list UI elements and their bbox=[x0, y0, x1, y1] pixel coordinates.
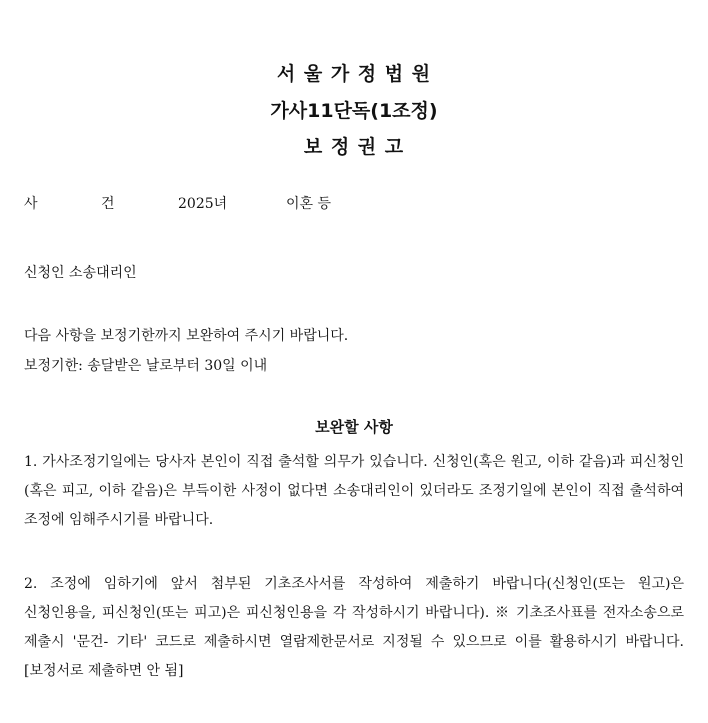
request-text: 다음 사항을 보정기한까지 보완하여 주시기 바랍니다. bbox=[24, 328, 349, 344]
case-name: 이혼 등 bbox=[286, 196, 332, 212]
addressee: 신청인 소송대리인 bbox=[24, 265, 137, 281]
deadline-text: 보정기한: 송달받은 날로부터 30일 이내 bbox=[24, 358, 268, 374]
document-type-title: 보 정 권 고 bbox=[303, 136, 405, 158]
case-label-part2: 건 bbox=[101, 196, 115, 212]
section-title: 보완할 사항 bbox=[315, 418, 393, 436]
case-number: 2025녀 bbox=[178, 196, 228, 212]
case-label-part1: 사 bbox=[24, 196, 38, 212]
division-name: 가사11단독(1조정) bbox=[270, 100, 438, 122]
court-name: 서 울 가 정 법 원 bbox=[276, 63, 432, 85]
item-2-paragraph: 2. 조정에 임하기에 앞서 첨부된 기초조사서를 작성하여 제출하기 바랍니다(신청인(또는 원고)은 신청인용을, 피신청인(또는 피고)은 피신청인용을 각 작성하시기 바랍니다). ※ 기초조사표를 전자소송으로 제출시 '문건- 기타' 코드로 제출하시면 열람제한문서로 지정될 수 있으므로 이를 활용하시기 바랍니다.[보정서로 제출하면 안 됨] bbox=[24, 576, 684, 679]
item-1-paragraph: 1. 가사조정기일에는 당사자 본인이 직접 출석할 의무가 있습니다. 신청인(혹은 원고, 이하 같음)과 피신청인(혹은 피고, 이하 같음)은 부득이한 사정이 없다면 소송대리인이 있더라도 조정기일에 본인이 직접 출석하여 조정에 임해주시기를 바랍니다. bbox=[24, 454, 684, 528]
